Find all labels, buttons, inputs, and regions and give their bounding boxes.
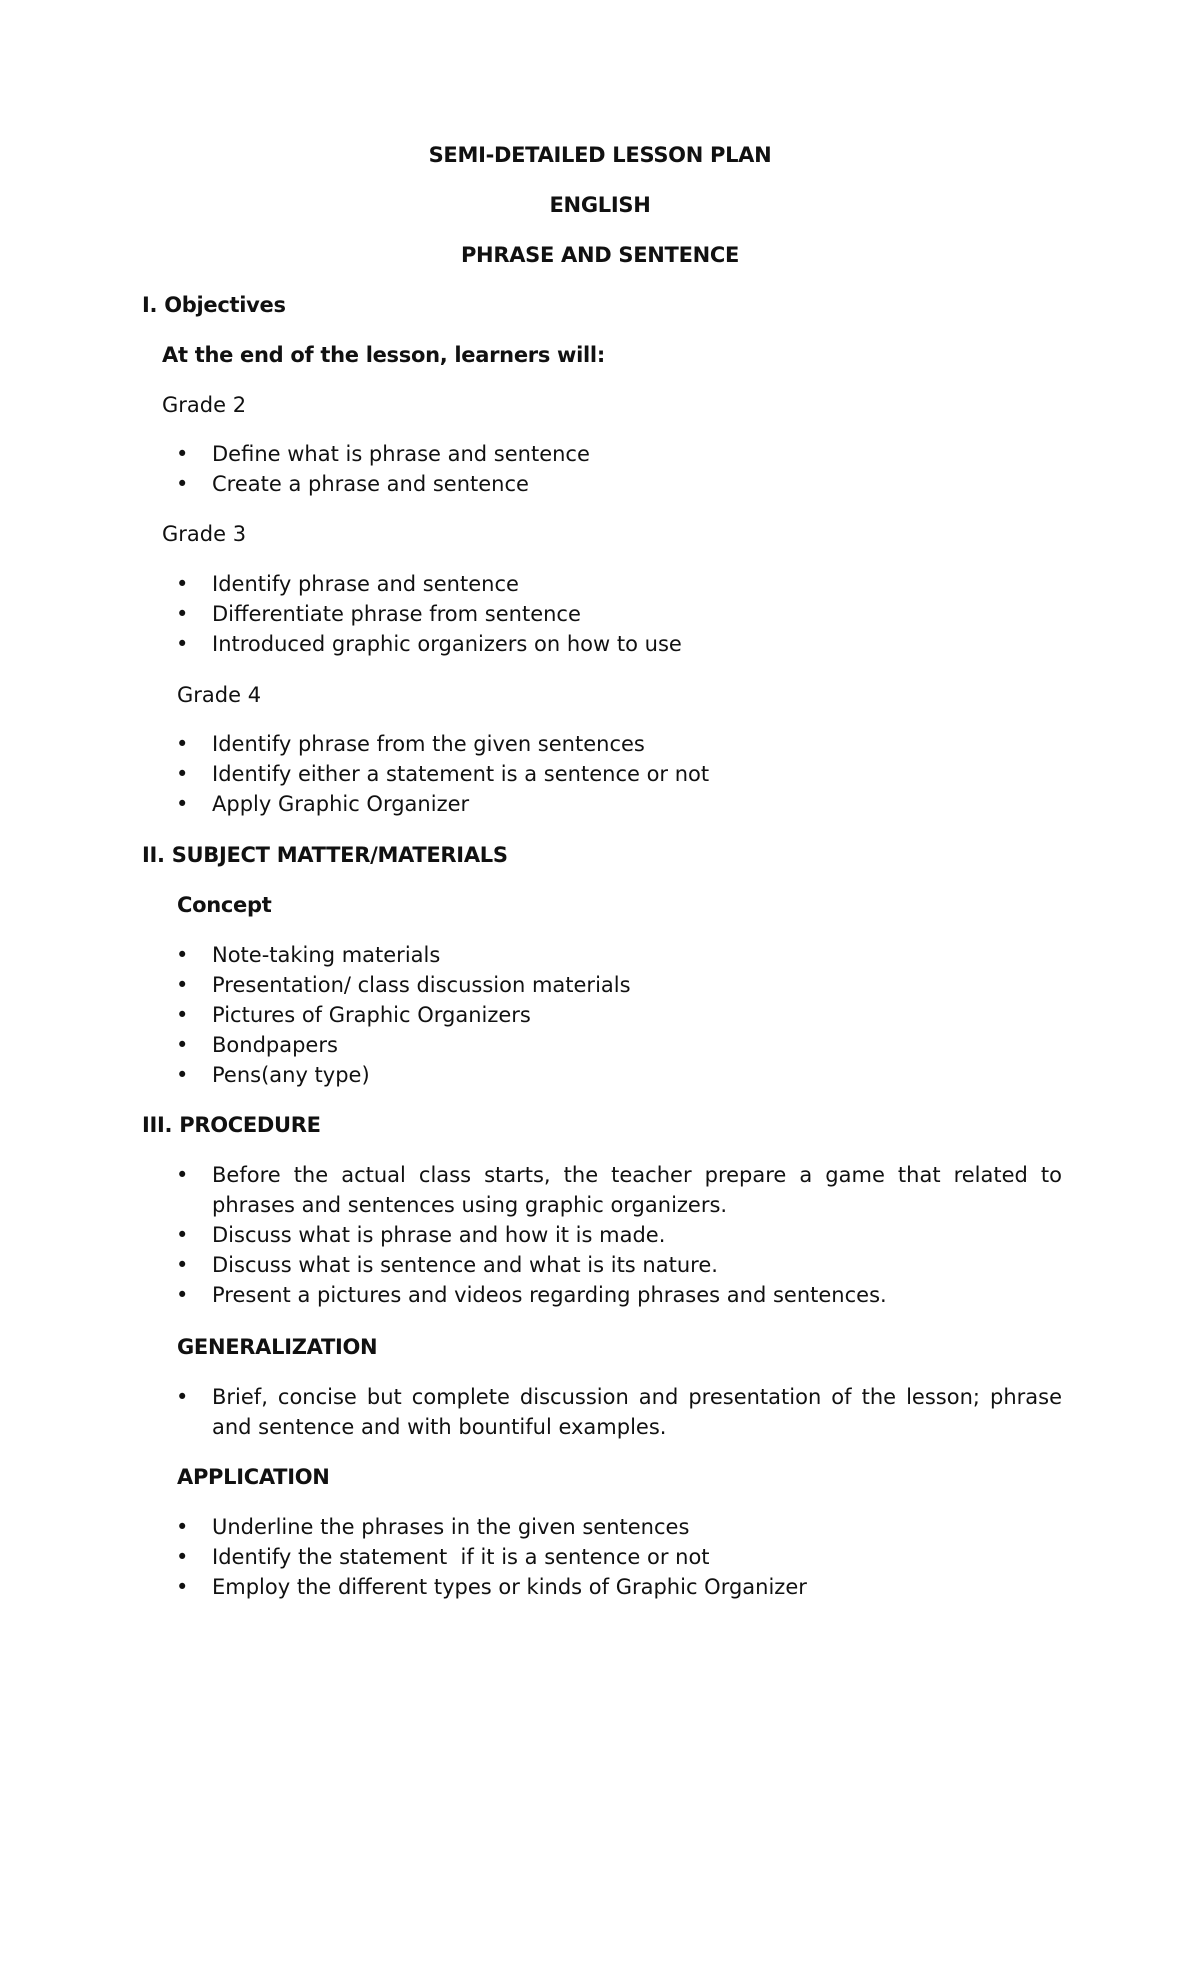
bullet-icon: • bbox=[176, 1003, 189, 1027]
list-item: • Bondpapers bbox=[172, 1030, 1062, 1060]
list-item: • Employ the different types or kinds of Graphic Organizer bbox=[172, 1572, 1062, 1602]
list-item: • Introduced graphic organizers on how to use bbox=[172, 629, 1062, 659]
grade3-list bbox=[172, 569, 1062, 659]
list-item: • Define what is phrase and sentence bbox=[172, 439, 1062, 469]
bullet-icon: • bbox=[176, 973, 189, 997]
objectives-intro: At the end of the lesson, learners will: bbox=[162, 343, 605, 367]
bullet-icon: • bbox=[176, 632, 189, 656]
bullet-icon: • bbox=[176, 1223, 189, 1247]
objectives-heading: I. Objectives bbox=[142, 293, 286, 317]
bullet-icon: • bbox=[176, 732, 189, 756]
list-item: • Present a pictures and videos regarding phrases and sentences. bbox=[172, 1280, 1062, 1310]
materials-list bbox=[172, 940, 1062, 1090]
generalization-list bbox=[172, 1382, 1062, 1442]
bullet-icon: • bbox=[176, 792, 189, 816]
bullet-icon: • bbox=[176, 1033, 189, 1057]
bullet-icon: • bbox=[176, 1063, 189, 1087]
procedure-list bbox=[172, 1160, 1062, 1310]
list-item: • Identify the statement if it is a sentence or not bbox=[172, 1542, 1062, 1572]
list-item: • Identify phrase and sentence bbox=[172, 569, 1062, 599]
bullet-icon: • bbox=[176, 943, 189, 967]
grade4-list bbox=[172, 729, 1062, 819]
list-item: • Brief, concise but complete discussion and presentation of the lesson; phrase and sentence and with bountiful examples. bbox=[172, 1382, 1062, 1442]
document-topic: PHRASE AND SENTENCE bbox=[460, 243, 740, 267]
list-item: • Note-taking materials bbox=[172, 940, 1062, 970]
bullet-icon: • bbox=[176, 472, 189, 496]
list-item: • Pens(any type) bbox=[172, 1060, 1062, 1090]
grade3-label: Grade 3 bbox=[162, 522, 247, 546]
list-item: • Differentiate phrase from sentence bbox=[172, 599, 1062, 629]
application-heading: APPLICATION bbox=[177, 1465, 330, 1489]
bullet-icon: • bbox=[176, 1575, 189, 1599]
bullet-icon: • bbox=[176, 442, 189, 466]
bullet-icon: • bbox=[176, 1515, 189, 1539]
list-item: • Before the actual class starts, the teacher prepare a game that related to phrases and sentences using graphic organizers. bbox=[172, 1160, 1062, 1220]
document-subject: ENGLISH bbox=[549, 193, 651, 217]
subject-matter-heading: II. SUBJECT MATTER/MATERIALS bbox=[142, 843, 508, 867]
grade2-list bbox=[172, 439, 1062, 499]
list-item: • Underline the phrases in the given sentences bbox=[172, 1512, 1062, 1542]
list-item: • Apply Graphic Organizer bbox=[172, 789, 1062, 819]
bullet-icon: • bbox=[176, 1545, 189, 1569]
list-item: • Presentation/ class discussion materials bbox=[172, 970, 1062, 1000]
grade2-label: Grade 2 bbox=[162, 393, 247, 417]
bullet-icon: • bbox=[176, 1253, 189, 1277]
bullet-icon: • bbox=[176, 602, 189, 626]
bullet-icon: • bbox=[176, 762, 189, 786]
list-item: • Discuss what is sentence and what is its nature. bbox=[172, 1250, 1062, 1280]
list-item: • Identify phrase from the given sentences bbox=[172, 729, 1062, 759]
bullet-icon: • bbox=[176, 1385, 189, 1409]
application-list bbox=[172, 1512, 1062, 1602]
grade4-label: Grade 4 bbox=[177, 683, 262, 707]
list-item: • Create a phrase and sentence bbox=[172, 469, 1062, 499]
bullet-icon: • bbox=[176, 1283, 189, 1307]
list-item: • Discuss what is phrase and how it is made. bbox=[172, 1220, 1062, 1250]
generalization-heading: GENERALIZATION bbox=[177, 1335, 378, 1359]
document-title: SEMI-DETAILED LESSON PLAN bbox=[428, 143, 772, 167]
concept-label: Concept bbox=[177, 893, 272, 917]
procedure-heading: III. PROCEDURE bbox=[142, 1113, 321, 1137]
list-item: • Identify either a statement is a sentence or not bbox=[172, 759, 1062, 789]
bullet-icon: • bbox=[176, 1163, 189, 1187]
list-item: • Pictures of Graphic Organizers bbox=[172, 1000, 1062, 1030]
bullet-icon: • bbox=[176, 572, 189, 596]
